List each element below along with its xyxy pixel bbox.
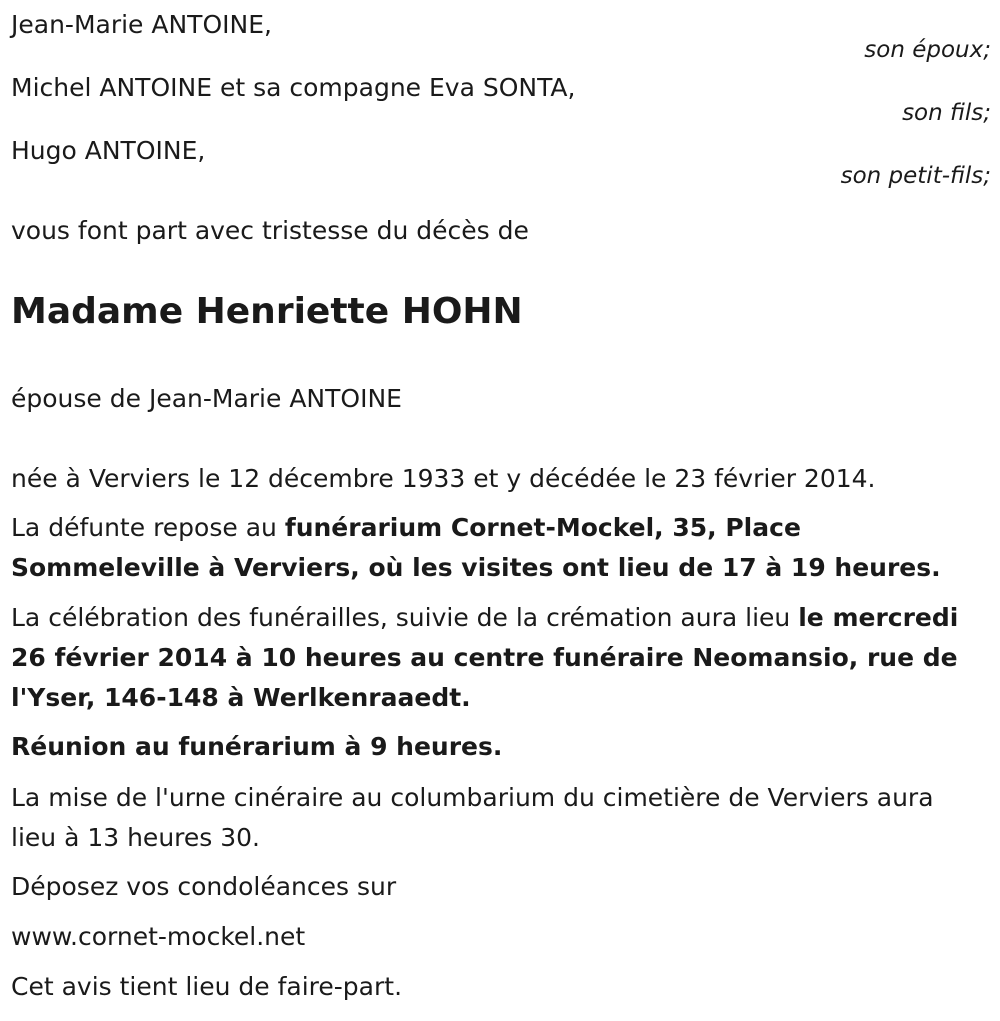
closing-line: Cet avis tient lieu de faire-part. <box>11 972 403 1001</box>
urn-paragraph: La mise de l'urne cinéraire au columbarium du cimetière de Verviers aura lieu à 13 heures 30. <box>11 783 934 852</box>
family-relation-3: son petit-fils; <box>840 163 991 189</box>
celebration-prefix: La célébration des funérailles, suivie de la crémation aura lieu <box>11 603 799 632</box>
birth-death-line: née à Verviers le 12 décembre 1933 et y décédée le 23 février 2014. <box>11 464 876 493</box>
intro-text: vous font part avec tristesse du décès de <box>11 216 529 245</box>
website-link[interactable]: www.cornet-mockel.net <box>11 922 306 951</box>
family-name-2: Michel ANTOINE et sa compagne Eva SONTA, <box>11 73 576 102</box>
family-relation-1: son époux; <box>864 37 991 63</box>
family-relation-2: son fils; <box>902 100 991 126</box>
spouse-line: épouse de Jean-Marie ANTOINE <box>11 384 402 413</box>
condolences-line: Déposez vos condoléances sur <box>11 872 397 901</box>
celebration-paragraph <box>11 598 986 718</box>
repose-paragraph <box>11 508 986 588</box>
family-name-3: Hugo ANTOINE, <box>11 136 206 165</box>
deceased-name: Madame Henriette HOHN <box>11 291 523 332</box>
celebration-details: le mercredi 26 février 2014 à 10 heures au centre funéraire Neomansio, rue de l'Yser, 146-148 à Werlkenraaedt. <box>11 603 959 712</box>
repose-location: funérarium Cornet-Mockel, 35, Place Sommeleville à Verviers, où les visites ont lieu de 17 à 19 heures. <box>11 513 941 582</box>
reunion-line: Réunion au funérarium à 9 heures. <box>11 732 503 761</box>
family-name-1: Jean-Marie ANTOINE, <box>11 10 272 39</box>
repose-prefix: La défunte repose au <box>11 513 285 542</box>
